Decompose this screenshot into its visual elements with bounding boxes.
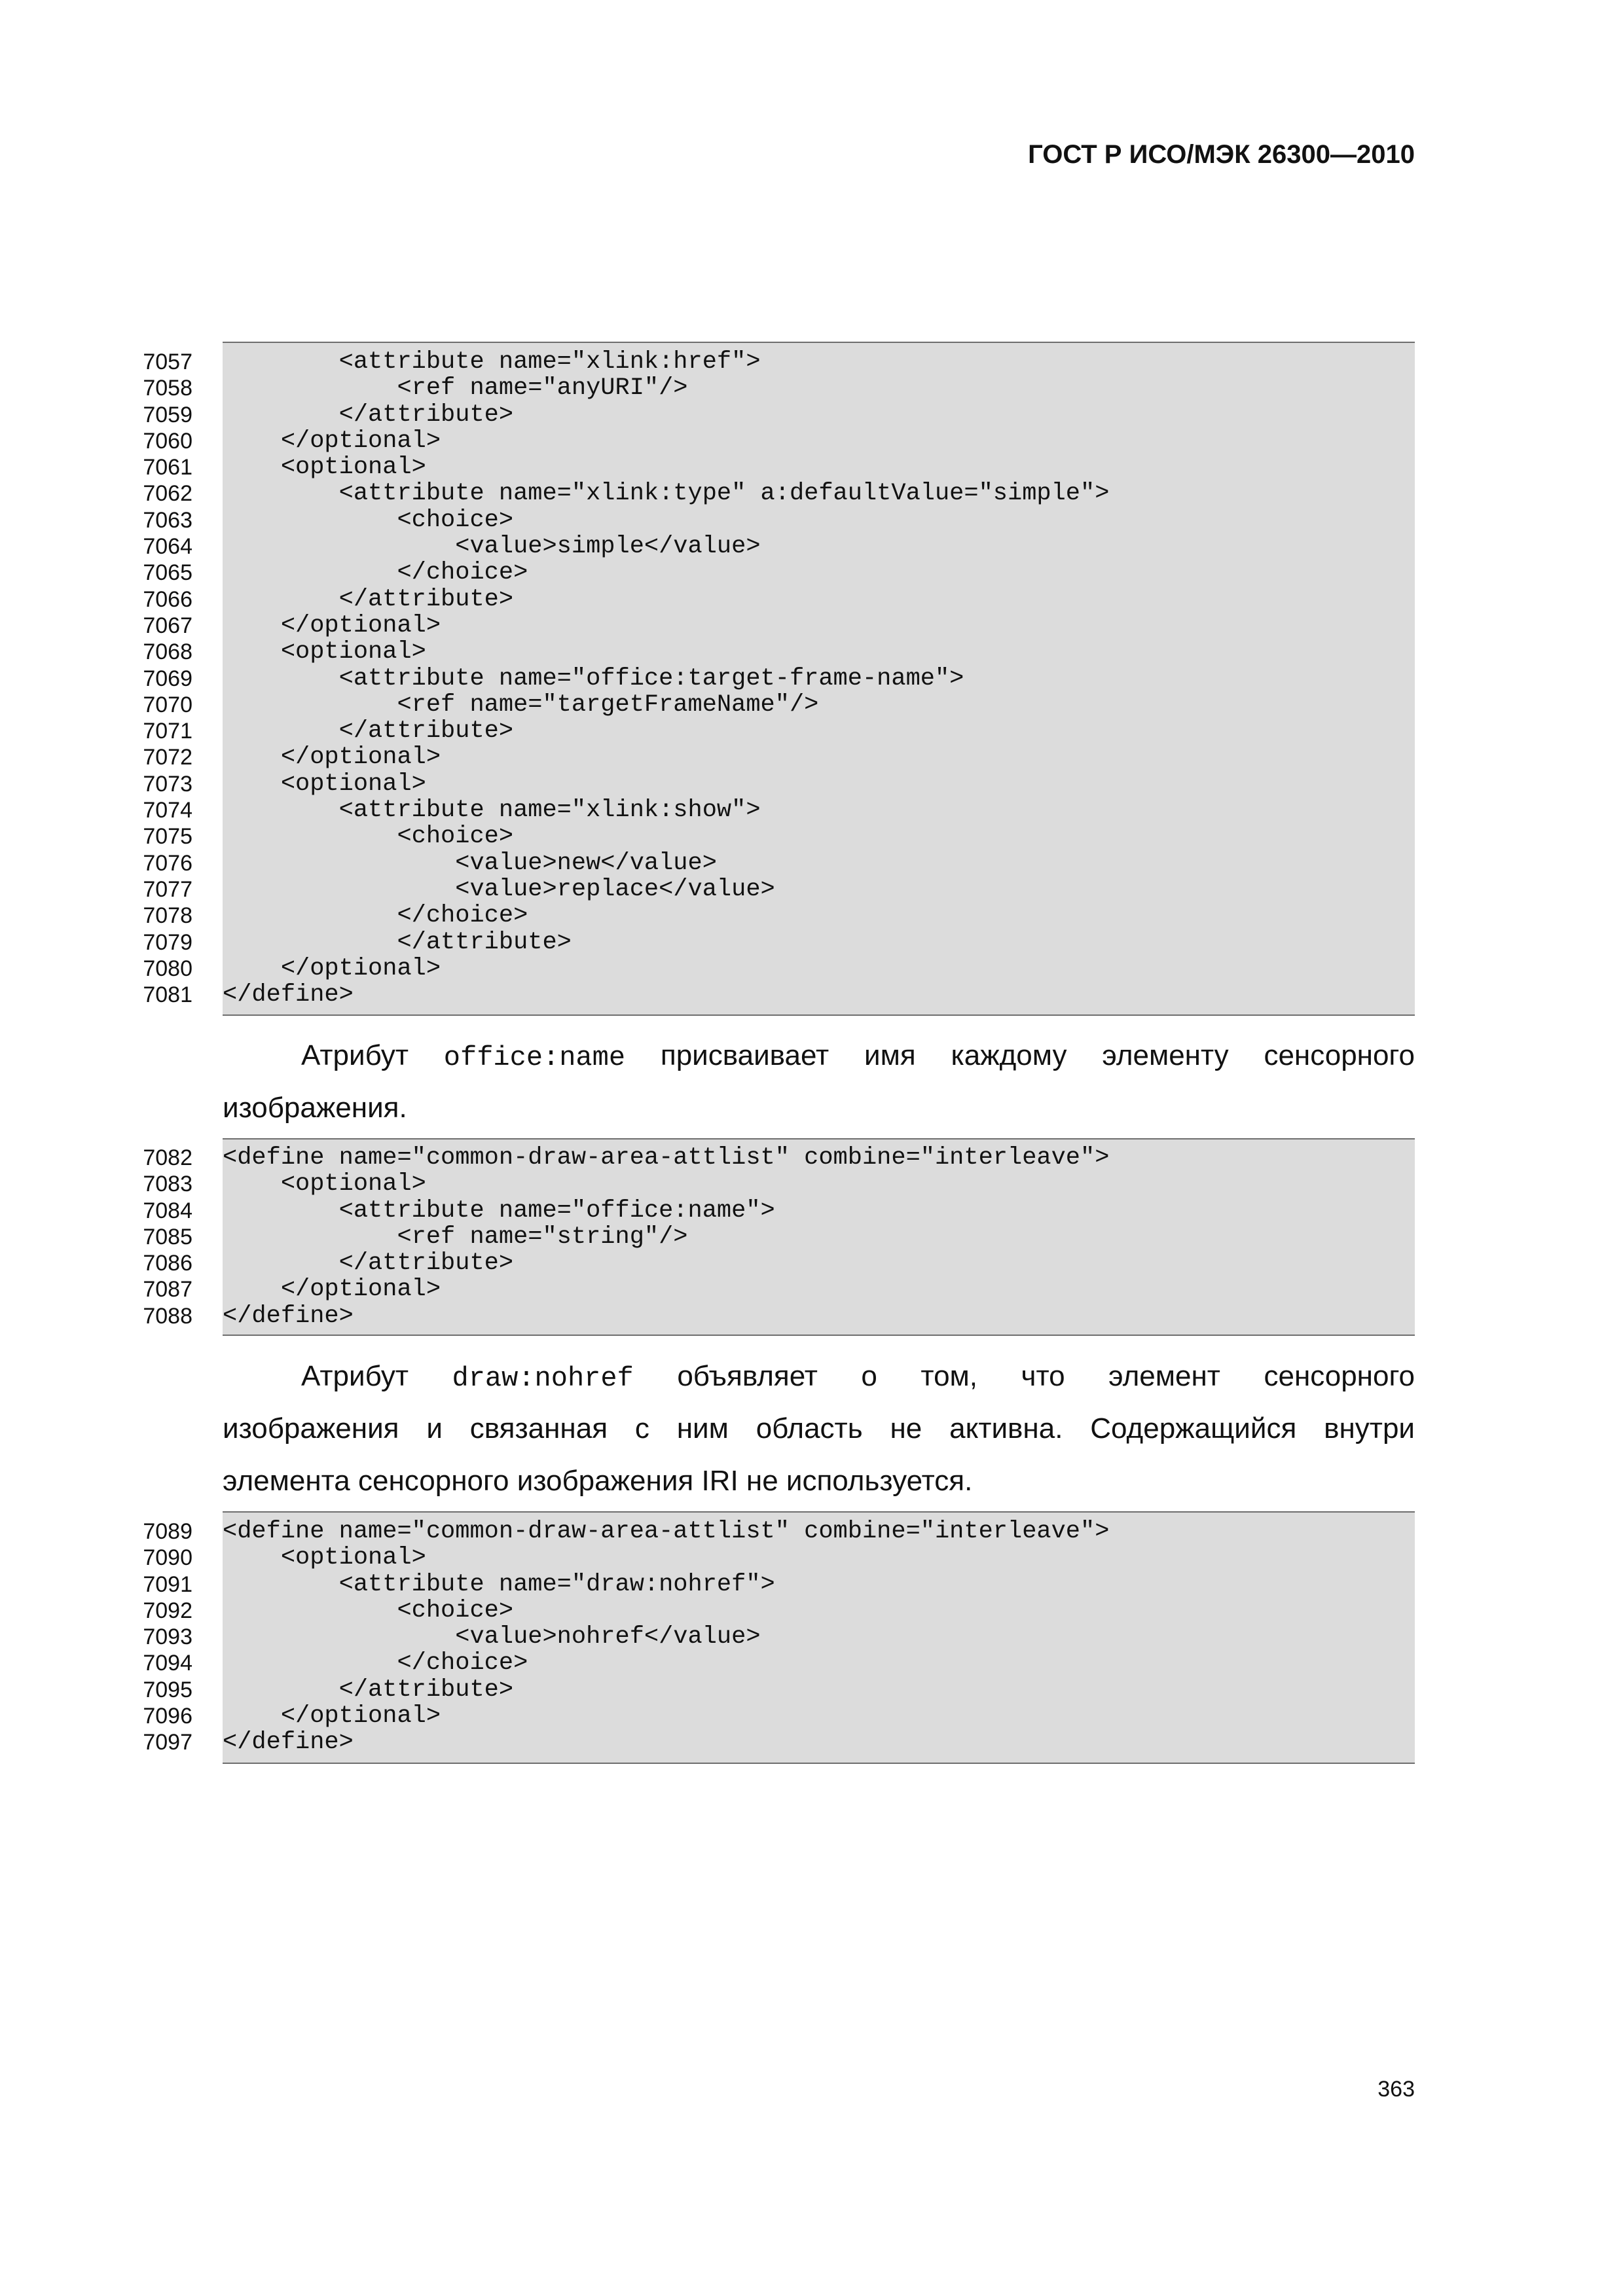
code-text: </optional> xyxy=(223,611,441,639)
line-number: 7058 xyxy=(143,376,192,401)
code-line xyxy=(143,1223,1415,1251)
code-line xyxy=(143,1196,1415,1225)
code-line xyxy=(143,1596,1415,1624)
line-number: 7085 xyxy=(143,1224,192,1249)
line-number: 7095 xyxy=(143,1677,192,1702)
paragraph-line xyxy=(223,1030,1415,1082)
code-block-3 xyxy=(143,1511,1415,1764)
line-number: 7084 xyxy=(143,1198,192,1223)
code-text: <value>simple</value> xyxy=(223,533,761,561)
code-text: </define> xyxy=(223,1729,354,1757)
code-line xyxy=(143,797,1415,825)
code-text: <ref name="anyURI"/> xyxy=(223,374,688,403)
code-line xyxy=(143,454,1415,482)
line-number: 7075 xyxy=(143,824,192,850)
line-number: 7059 xyxy=(143,402,192,427)
code-text: <optional> xyxy=(223,454,426,482)
line-number: 7070 xyxy=(143,692,192,717)
code-text: <value>nohref</value> xyxy=(223,1623,761,1651)
code-line xyxy=(143,1544,1415,1572)
line-number: 7093 xyxy=(143,1624,192,1650)
code-line xyxy=(143,401,1415,429)
line-number: 7076 xyxy=(143,850,192,876)
paragraph-text: присваивает имя каждому элементу сенсорного xyxy=(660,1039,1415,1071)
code-text: </optional> xyxy=(223,1702,441,1731)
paragraph-line xyxy=(223,1350,1415,1403)
page-number: 363 xyxy=(1377,2077,1415,2102)
code-text: </optional> xyxy=(223,427,441,455)
code-line xyxy=(143,638,1415,666)
code-text: <attribute name="xlink:href"> xyxy=(223,348,761,376)
line-number: 7064 xyxy=(143,534,192,560)
code-text: </optional> xyxy=(223,1276,441,1304)
code-block-2 xyxy=(143,1138,1415,1336)
code-line xyxy=(143,1702,1415,1731)
paragraph-line: изображения. xyxy=(223,1092,407,1124)
code-line xyxy=(143,849,1415,877)
code-line xyxy=(143,1170,1415,1198)
line-number: 7071 xyxy=(143,719,192,744)
code-text: <ref name="string"/> xyxy=(223,1223,688,1251)
line-number: 7074 xyxy=(143,798,192,823)
line-number: 7094 xyxy=(143,1651,192,1676)
line-number: 7091 xyxy=(143,1571,192,1597)
paragraph-draw-nohref xyxy=(223,1350,1415,1507)
code-line xyxy=(143,1302,1415,1330)
code-text: </define> xyxy=(223,981,354,1009)
code-text: </choice> xyxy=(223,1649,528,1677)
code-text: </optional> xyxy=(223,744,441,772)
line-number: 7063 xyxy=(143,507,192,533)
line-number: 7081 xyxy=(143,982,192,1008)
code-text: <attribute name="office:target-frame-name"> xyxy=(223,664,964,692)
code-text: <define name="common-draw-area-attlist" combine="interleave"> xyxy=(223,1518,1110,1545)
code-line xyxy=(143,928,1415,956)
line-number: 7073 xyxy=(143,771,192,797)
code-line xyxy=(143,823,1415,851)
code-text: <optional> xyxy=(223,1544,426,1572)
line-number: 7072 xyxy=(143,745,192,770)
code-text: <choice> xyxy=(223,1596,514,1624)
code-text: <attribute name="xlink:type" a:defaultValue="simple"> xyxy=(223,480,1110,508)
paragraph-office-name xyxy=(223,1030,1415,1134)
code-line xyxy=(143,1570,1415,1598)
code-line xyxy=(143,691,1415,719)
paragraph-text: Атрибут xyxy=(301,1360,409,1392)
code-line xyxy=(143,506,1415,534)
line-number: 7083 xyxy=(143,1172,192,1197)
line-number: 7066 xyxy=(143,586,192,612)
code-line xyxy=(143,374,1415,403)
code-text: <optional> xyxy=(223,1170,426,1198)
code-text: <attribute name="xlink:show"> xyxy=(223,797,761,825)
paragraph-line: элемента сенсорного изображения IRI не используется. xyxy=(223,1465,973,1497)
code-line xyxy=(143,1249,1415,1278)
line-number: 7067 xyxy=(143,613,192,638)
code-line xyxy=(143,1144,1415,1172)
code-line xyxy=(143,770,1415,798)
code-text: </choice> xyxy=(223,902,528,930)
code-line xyxy=(143,480,1415,508)
code-line xyxy=(143,902,1415,930)
code-line xyxy=(143,611,1415,639)
line-number: 7089 xyxy=(143,1519,192,1544)
line-number: 7090 xyxy=(143,1545,192,1571)
code-line xyxy=(143,981,1415,1009)
line-number: 7065 xyxy=(143,560,192,586)
paragraph-text: Атрибут xyxy=(301,1039,409,1071)
code-text: </choice> xyxy=(223,559,528,587)
line-number: 7077 xyxy=(143,876,192,902)
line-number: 7082 xyxy=(143,1145,192,1170)
code-line xyxy=(143,348,1415,376)
code-text: </attribute> xyxy=(223,717,514,745)
paragraph-text: объявляет о том, что элемент сенсорного xyxy=(677,1360,1415,1392)
code-line xyxy=(143,427,1415,455)
code-text: </attribute> xyxy=(223,1676,514,1704)
code-text: </attribute> xyxy=(223,928,572,956)
code-line xyxy=(143,1649,1415,1677)
standard-header: ГОСТ Р ИСО/МЭК 26300—2010 xyxy=(1028,140,1415,169)
code-text: </optional> xyxy=(223,954,441,982)
code-text: <ref name="targetFrameName"/> xyxy=(223,691,819,719)
code-line xyxy=(143,1676,1415,1704)
inline-code: draw:nohref xyxy=(452,1363,634,1394)
line-number: 7080 xyxy=(143,956,192,981)
code-text: <value>new</value> xyxy=(223,849,717,877)
code-text: <choice> xyxy=(223,506,514,534)
line-number: 7088 xyxy=(143,1303,192,1329)
code-text: </attribute> xyxy=(223,401,514,429)
code-line xyxy=(143,1729,1415,1757)
code-text: <attribute name="office:name"> xyxy=(223,1196,775,1225)
line-number: 7060 xyxy=(143,428,192,454)
code-text: </define> xyxy=(223,1302,354,1330)
code-line xyxy=(143,875,1415,903)
line-number: 7062 xyxy=(143,481,192,507)
code-line xyxy=(143,954,1415,982)
inline-code: office:name xyxy=(443,1042,626,1073)
code-line xyxy=(143,533,1415,561)
code-text: </attribute> xyxy=(223,585,514,613)
code-text: <optional> xyxy=(223,770,426,798)
paragraph-line: изображения и связанная с ним область не активна. Содержащийся внутри xyxy=(223,1412,1415,1444)
code-line xyxy=(143,717,1415,745)
code-line xyxy=(143,559,1415,587)
line-number: 7061 xyxy=(143,455,192,480)
code-text: <define name="common-draw-area-attlist" combine="interleave"> xyxy=(223,1144,1110,1172)
code-line xyxy=(143,1623,1415,1651)
code-line xyxy=(143,1518,1415,1545)
code-line xyxy=(143,1276,1415,1304)
code-line xyxy=(143,585,1415,613)
line-number: 7097 xyxy=(143,1730,192,1755)
line-number: 7079 xyxy=(143,929,192,955)
line-number: 7068 xyxy=(143,639,192,665)
code-text: <attribute name="draw:nohref"> xyxy=(223,1570,775,1598)
line-number: 7096 xyxy=(143,1704,192,1729)
line-number: 7092 xyxy=(143,1598,192,1623)
line-number: 7078 xyxy=(143,903,192,929)
line-number: 7086 xyxy=(143,1251,192,1276)
code-line xyxy=(143,664,1415,692)
code-line xyxy=(143,744,1415,772)
code-text: <optional> xyxy=(223,638,426,666)
line-number: 7057 xyxy=(143,350,192,374)
line-number: 7069 xyxy=(143,666,192,691)
code-block-1 xyxy=(143,342,1415,1016)
line-number: 7087 xyxy=(143,1277,192,1302)
code-text: </attribute> xyxy=(223,1249,514,1278)
code-text: <choice> xyxy=(223,823,514,851)
code-text: <value>replace</value> xyxy=(223,875,775,903)
